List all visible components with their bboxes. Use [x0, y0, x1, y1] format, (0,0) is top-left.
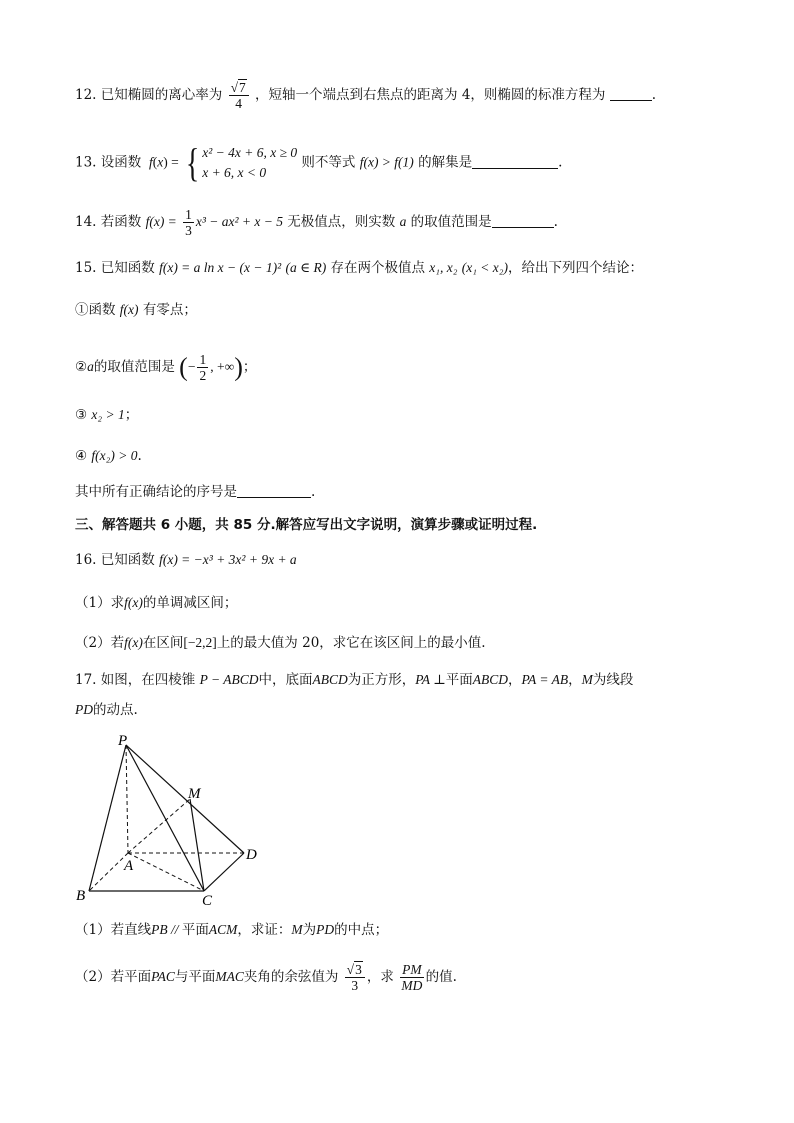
edge-pd	[126, 745, 244, 853]
part-label: （2）若平面	[75, 969, 152, 985]
part-text: 平面	[181, 922, 209, 938]
q15-text: 已知函数	[100, 260, 155, 276]
conclusion-3	[75, 405, 138, 425]
question-17-part-2	[75, 962, 457, 993]
part-text: 在区间	[142, 635, 184, 651]
c2-end: ；	[242, 359, 257, 375]
question-15-ask	[75, 482, 315, 502]
part-text: ，求证：	[237, 922, 292, 938]
label-d: D	[246, 847, 257, 863]
order-condition: (x₁ < x₂)	[461, 260, 508, 275]
frac-denominator: 2	[199, 368, 207, 383]
c2-var: a	[87, 359, 94, 374]
frac-numerator: 1	[185, 207, 192, 222]
case-2: x + 6, x < 0	[202, 165, 267, 180]
q17-text: 的动点.	[93, 702, 138, 718]
conclusion-2: ②a的取值范围是 (− $\frac{1}{2}$ , +∞)；	[75, 352, 257, 383]
question-number: 15.	[75, 260, 97, 276]
q16-text: 已知函数	[100, 552, 155, 568]
c3-expr: x₂ > 1	[91, 407, 125, 422]
answer-blank[interactable]	[472, 154, 558, 169]
part-text: 的中点；	[334, 922, 389, 938]
question-number: 14.	[75, 214, 97, 230]
base-name: ABCD	[312, 672, 348, 687]
section-heading: 三、解答题共 6 小题，共 85 分.解答应写出文字说明，演算步骤或证明过程.	[75, 517, 538, 533]
q14-text: 的取值范围是	[410, 214, 492, 230]
q12-end: .	[651, 87, 657, 103]
frac-denominator: 4	[235, 96, 243, 111]
q17-text: ，	[508, 672, 522, 688]
q17-text: 如图，在四棱锥	[100, 672, 196, 688]
eccentricity-fraction: $\frac{√7}{4}$	[229, 80, 249, 111]
q17-text: 中，底面	[258, 672, 313, 688]
frac-denominator: 3	[351, 978, 359, 993]
function-expr: f(x) = −x³ + 3x² + 9x + a	[159, 552, 297, 567]
solid-name: P − ABCD	[199, 672, 259, 687]
case-1: x² − 4x + 6, x ≥ 0	[202, 145, 298, 160]
edge-ab	[89, 853, 128, 891]
frac-numerator: 7	[239, 80, 246, 95]
c2-tail: , +∞	[210, 359, 235, 374]
label-m: M	[188, 786, 201, 802]
plane-pac: PAC	[151, 969, 175, 984]
c1-text: 有零点；	[142, 302, 197, 318]
point-m: M	[581, 672, 593, 687]
frac-numerator: 3	[355, 962, 362, 977]
pyramid-figure	[70, 728, 270, 908]
ratio-fraction	[400, 962, 424, 993]
left-paren: (	[179, 352, 188, 382]
cosine-fraction: $\frac{√3}{3}$	[345, 962, 365, 993]
c3-label: ③	[75, 407, 88, 423]
coef-fraction	[183, 207, 194, 238]
ask-end: .	[311, 484, 316, 500]
part-label: （1）求	[75, 595, 125, 611]
q17-text: ，	[568, 672, 582, 688]
question-17-part-1	[75, 920, 388, 940]
extreme-points: x₁, x₂	[429, 260, 458, 275]
func-rhs: x³ − ax² + x − 5	[195, 214, 283, 229]
point-m: M	[291, 922, 303, 937]
base-name: ABCD	[472, 672, 509, 687]
plane-mac: MAC	[215, 969, 244, 984]
frac-denominator: 3	[185, 223, 192, 238]
var-a: a	[399, 214, 407, 229]
condition: (a ∈ R)	[285, 260, 327, 275]
c1-func: f(x)	[119, 302, 139, 317]
part-text: 的值.	[425, 969, 457, 985]
c4-expr: f(x₂) > 0	[91, 448, 138, 463]
q14-end: .	[553, 214, 558, 230]
segment-pd: PD	[75, 702, 93, 717]
label-c: C	[202, 893, 213, 908]
inequality: f(x) > f(1)	[359, 154, 414, 170]
part-text: 与平面	[174, 969, 216, 985]
func: f(x)	[124, 635, 143, 650]
answer-blank[interactable]	[610, 86, 652, 101]
q14-text: 无极值点，则实数	[287, 214, 396, 230]
frac-numerator: PM	[402, 962, 422, 977]
edge-ac	[128, 853, 204, 891]
edge-pb	[89, 745, 126, 891]
c4-label: ④	[75, 448, 88, 464]
edge-cd	[204, 853, 244, 891]
q17-text: 为正方形，	[347, 672, 416, 688]
question-15	[75, 258, 643, 278]
question-13: 13. 设函数 f(x) = { x² − 4x + 6, x ≥ 0 x + 6, x < 0 则不等式 f(x) > f(1) 的解集是 .	[75, 140, 563, 185]
part-label: （2）若	[75, 635, 125, 651]
part-text: 的单调减区间；	[142, 595, 238, 611]
question-14	[75, 207, 558, 238]
plane-acm: ACM	[208, 922, 238, 937]
equal-expr: PA = AB	[521, 672, 569, 687]
q15-text: 存在两个极值点	[330, 260, 425, 276]
func-lhs: f(x) =	[145, 214, 177, 229]
c2-text: 的取值范围是	[93, 359, 175, 375]
line-pb: PB //	[151, 922, 182, 937]
conclusion-1	[75, 300, 197, 320]
question-16-part-1	[75, 593, 237, 613]
q15-text: ，给出下列四个结论：	[507, 260, 643, 276]
part-label: （1）若直线	[75, 922, 152, 938]
question-number: 17.	[75, 672, 97, 688]
q13-text: 设函数	[100, 154, 142, 171]
q13-end: .	[558, 154, 563, 171]
segment-pd: PD	[316, 922, 335, 937]
right-paren: )	[234, 352, 243, 382]
question-12	[75, 80, 656, 111]
question-16-part-2	[75, 633, 486, 653]
part-text: 上的最大值为 20，求它在该区间上的最小值.	[216, 635, 486, 651]
conclusion-4	[75, 446, 142, 466]
part-text: 为	[302, 922, 317, 938]
question-number: 12.	[75, 87, 97, 103]
question-number: 13.	[75, 154, 97, 171]
question-17-line-2	[75, 700, 138, 720]
label-p: P	[118, 733, 128, 749]
ask-text: 其中所有正确结论的序号是	[75, 484, 237, 500]
frac-denominator: MD	[401, 978, 423, 993]
answer-blank[interactable]	[492, 213, 554, 228]
c4-end: .	[137, 448, 142, 464]
frac-numerator: 1	[199, 352, 207, 367]
q14-text: 若函数	[100, 214, 142, 230]
c2-fraction	[197, 352, 208, 383]
label-b: B	[76, 888, 86, 904]
c2-label: ②	[75, 359, 88, 375]
question-16	[75, 550, 297, 570]
answer-blank[interactable]	[237, 483, 311, 498]
q17-text: 平面	[445, 672, 473, 688]
interval: [−2,2]	[183, 635, 217, 650]
q13-text: 的解集是	[418, 154, 473, 171]
part-text: ，求	[366, 969, 394, 985]
q12-text: ，短轴一个端点到右焦点的距离为 4，则椭圆的标准方程为	[255, 87, 606, 103]
edge-pa	[126, 745, 128, 853]
q12-text: 已知椭圆的离心率为	[100, 87, 223, 103]
func-f: f	[145, 154, 153, 170]
function-expr: f(x) = a ln x − (x − 1)²	[159, 260, 282, 275]
perp-expr: PA ⊥	[415, 672, 446, 687]
c3-end: ；	[124, 407, 139, 423]
piecewise-cases	[202, 143, 297, 183]
q13-text: 则不等式	[301, 154, 356, 171]
part-text: 夹角的余弦值为	[243, 969, 339, 985]
c1-label: ①函数	[75, 302, 116, 318]
question-number: 16.	[75, 552, 97, 568]
question-17	[75, 670, 633, 690]
label-a: A	[124, 858, 134, 874]
func: f(x)	[124, 595, 143, 610]
piecewise-brace: {	[185, 140, 200, 185]
q17-text: 为线段	[592, 672, 634, 688]
